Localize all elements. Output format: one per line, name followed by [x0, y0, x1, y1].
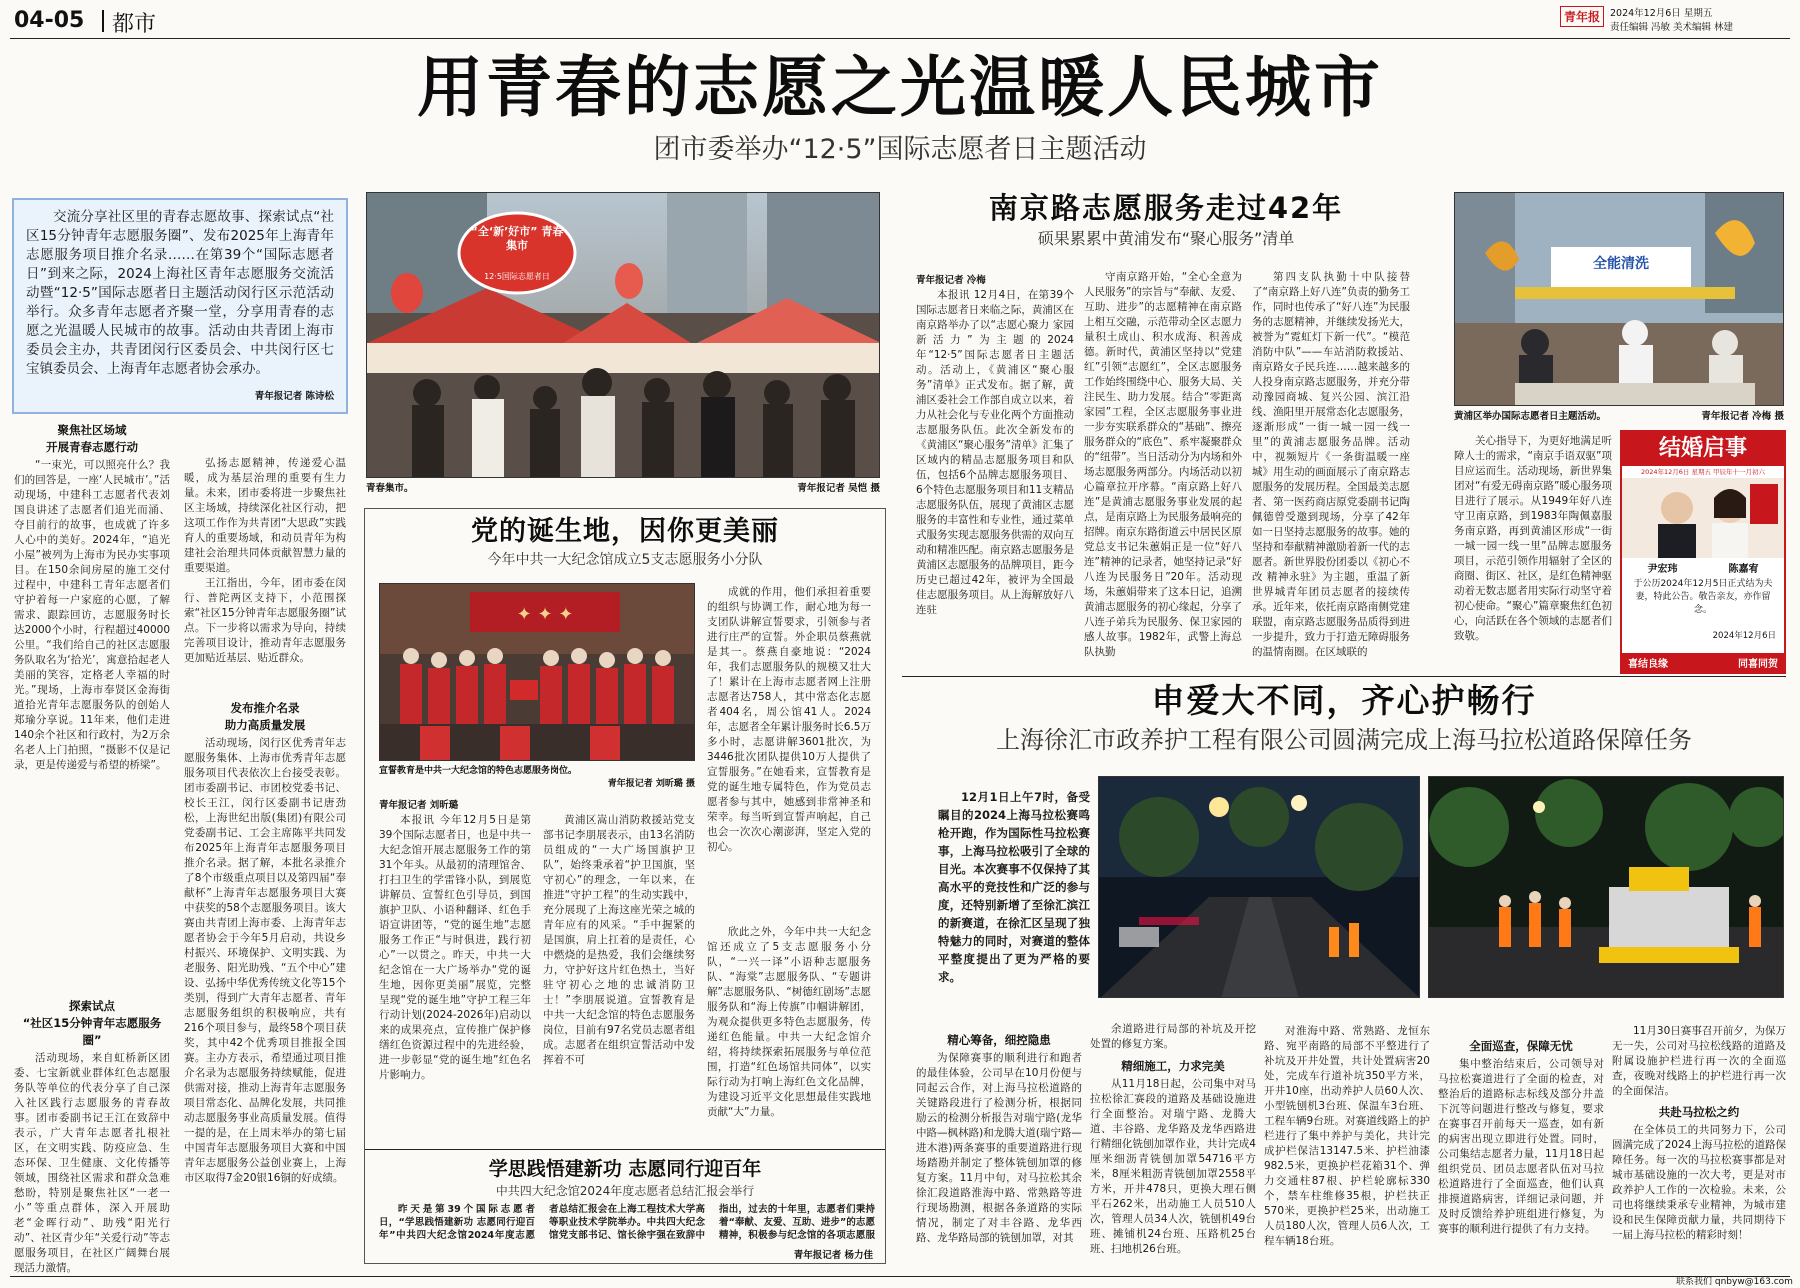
- nanjing-headline: 南京路志愿服务走过42年: [988, 191, 1344, 225]
- issue-editors: 责任编辑 冯敏 美术编辑 林建: [1610, 22, 1734, 33]
- study-text: 昨天是第39个国际志愿者日，“学思践悟建新功 志愿同行迎百年”中共四大纪念馆2024年度志愿者总结汇报会在上海工程技术大学高等职业技术学院举办。中共四大纪念馆党支部书记、馆长徐宇强在致辞中指出，过去的十年里，志愿者们秉持着“奉献、友爱、互助、进步”的志愿精神，积极参与纪念馆的各项志愿服: [379, 1204, 875, 1241]
- study-subheadline: 中共四大纪念馆2024年度志愿者总结汇报会举行: [495, 1184, 755, 1198]
- night-road-photo-art: [1099, 777, 1420, 998]
- newspaper-logo: 青年报: [1560, 6, 1604, 27]
- col2-paragraph-2: 王江指出，今年，团市委在闵行、普陀两区支持下，小范围探索“社区15分钟青年志愿服务圈”试点。下一步将以需求为导向，持续完善项目设计，推动青年志愿服务更加贴近基层、贴近群众。: [184, 577, 346, 664]
- footer-contact: 联系我们 qnbyw@163.com: [1676, 1277, 1793, 1287]
- paver-photo-art: [1429, 777, 1784, 998]
- wedding-footer-right: 同喜同贺: [1738, 659, 1778, 670]
- header-rule: [10, 38, 1790, 39]
- marathon-subhead-3: 全面巡查，保障无忧: [1469, 1039, 1573, 1053]
- market-sign-sub: 12·5国际志愿者日: [484, 272, 550, 281]
- photo-huangpu-volunteers: [1454, 192, 1784, 406]
- marathon-subhead-4: 共赴马拉松之约: [1658, 1105, 1740, 1119]
- nanjing-byline: 青年报记者 冷梅: [916, 275, 986, 286]
- wedding-footer-left: 喜结良缘: [1628, 659, 1668, 670]
- lead-box: [12, 198, 348, 414]
- col2-paragraph-3: 活动现场，闵行区优秀青年志愿服务集体、上海市优秀青年志愿服务项目代表依次上台接受表彰。团市委副书记、市团校党委书记、校长王江，闵行区委副书记唐劲松，上海世纪出版(集团)有限公司党委副书记、工会主席陈平共同发布2025年上海青年志愿服务项目推介名录。据了解，本批名录推介了8个市级重点项目以及第四届“奉献杯”上海青年志愿服务项目大赛中获奖的58个志愿服务项目。该大赛由共青团上海市委、上海青年志愿者协会于今年5月启动，共设乡村振兴、环境保护、文明实践、为老服务、阳光助残、“五个中心”建设、弘扬中华优秀传统文化等15个类别，得到广大青年志愿者、青年志愿服务组织的积极响应，共有216个项目参与，最终58个项目获奖，其中42个优秀项目推报全国赛。主办方表示，希望通过项目推介名录为志愿服务持续赋能，促进供需对接，推动上海青年志愿服务项目常态化、品牌化发展，共同推动志愿服务事业高质量发展。值得一提的是，在上周末举办的第七届中国青年志愿服务项目大赛和中国青年志愿服务公益创业赛上，上海市区取得7金20银16铜的好成绩。: [184, 737, 346, 1184]
- marathon-col-2: [1090, 1022, 1256, 1278]
- marathon-paragraph-6: 11月30日赛事召开前夕，为保万无一失，公司对马拉松线路的道路及附属设施护栏进行再一次的全面巡查，夜晚对线路上的护栏进行再一次的全面保洁。: [1612, 1025, 1786, 1097]
- market-sign: “全‘新’好市” 青春集市: [470, 225, 564, 252]
- marathon-col-5: [1612, 1024, 1786, 1274]
- party-article: [364, 508, 886, 1264]
- wedding-date-bar: 2024年12月6日 星期五 甲辰年十一月初六: [1640, 468, 1766, 476]
- party-paragraph-3: 黄浦区嵩山消防救援站党支部书记李朋展表示，由13名消防员组成的“一大广场国旗护卫队”，始终秉承着“护卫国旗，坚守初心”的理念，一年以来，在推进“守护工程”的生动实践中，充分展现了上海这座光荣之城的青年应有的风采。“手中握紧的是国旗，肩上扛着的是责任，心中燃烧的是热爱，我们会继续努力，守护好这片红色热土，当好驻守初心之地的忠诚消防卫士！”李朋展说道。宣誓教育是中共一大纪念馆的特色志愿服务岗位，目前有97名党员志愿者组成。志愿者在组织宣誓活动中发挥着不可: [543, 814, 695, 1066]
- party-paragraph-4: 欣此之外，今年中共一大纪念馆还成立了5支志愿服务小分队，“一兴一译”小语种志愿服务队、“海棠”志愿服务队、“专题讲解”志愿服务队、“树德红剧场”志愿服务队和“海上传旗”巾帼讲解团，为观众提供更多特色志愿服务，传递红色能量。中共一大纪念馆介绍，将持续探索拓展服务与单位范围，打造“红色场馆共同体”，以实际行动为打响上海红色文化品牌，为建设习近平文化思想最佳实践地贡献“大”力量。: [707, 926, 871, 1118]
- col1-subhead-1: 聚焦社区场域 开展青春志愿行动: [46, 423, 138, 454]
- photo-youth-market: [366, 192, 880, 478]
- page-number: 04-05: [14, 8, 85, 33]
- party-credit: 青年报记者 刘昕璐 摄: [607, 779, 695, 789]
- col1-paragraph-2: 活动现场，来自虹桥新区团委、七宝新就业群体红色志愿服务队等单位的代表分享了自己深入社区践行志愿服务的青春故事。团市委副书记王江在致辞中表示，广大青年志愿者扎根社区，在文明实践、防疫应急、生态环保、卫生健康、文化传播等领域，围绕社区需求和群众急难愁盼，特别是聚焦社区“一老一小”等重点群体，深入开展助老“金晖行动”、助残“阳光行动”、社区青少年“关爱行动”等志愿服务项目，在社区广阔舞台展现活力激情。: [14, 1052, 170, 1274]
- party-caption-row: [379, 765, 695, 791]
- photo3-caption-row: [1454, 410, 1784, 423]
- svg-text:✦ ✦ ✦: ✦ ✦ ✦: [516, 604, 574, 625]
- market-photo-art: [367, 193, 880, 478]
- marathon-subheadline: 上海徐汇市政养护工程有限公司圆满完成上海马拉松道路保障任务: [996, 726, 1692, 754]
- photo3-caption: 黄浦区举办国际志愿者日主题活动。: [1454, 411, 1607, 422]
- lead-text: 交流分享社区里的青春志愿故事、探索试点“社区15分钟青年志愿服务圈”、发布2025年上海青年志愿服务项目推介名录……在第39个“国际志愿者日”到来之际，2024上海社区青年志愿服务交流活动暨“12·5”国际志愿者日主题活动闵行区示范活动举行。众多青年志愿者齐聚一堂，分享用青春的志愿之光温暖人民城市的故事。活动由共青团上海市委员会主办，共青团闵行区委员会、中共闵行区七宝镇委员会、上海青年志愿者协会承办。: [26, 209, 334, 377]
- column-2: [184, 456, 346, 1274]
- marathon-top-rule: [902, 676, 1786, 677]
- col1-paragraph-1: “一束光，可以照亮什么？我们的回答是，一座‘人民城市’。”活动现场，中建科工志愿者代表刘国良讲述了志愿者们追光而涌、夺目前行的故事，也成就了许多人心中的美好。2024年，“追光小屋”被列为上海市为民办实事项目。在150余间房屋的施工交付过程中，中建科工青年志愿者们守护着每一户家庭的心愿，了解需求、跟踪回访，志愿服务时长达2000个小时，行程超过40000公里。“我们给自己的社区志愿服务队取名为‘拾光’，寓意拾起老人美丽的笑容，定格老人幸福的时光。”现场，上海市奉贤区金海街道拾光青年志愿服务队的创始人郑瑜分享说。11年来，他们走进140余个社区和行政村，为2万余名老人上门拍照，“摄影不仅是记录，更是传递爱与希望的桥梁”。: [14, 459, 170, 771]
- study-headline: 学思践悟建新功 志愿同行迎百年: [488, 1158, 762, 1180]
- nanjing-paragraph-1: 本报讯 12月4日，在第39个国际志愿者日来临之际，黄浦区在南京路举办了以“志愿心聚力 家园新活力”为主题的2024年“12·5”国际志愿者日主题活动。活动上，《黄浦区“聚心服务”清单》正式发布。据了解，黄浦区委社会工作部自成立以来，着力从社会化与专业化两个方面推动志愿服务队伍。此次全新发布的《黄浦区“聚心服务”清单》汇集了区域内的精品志愿服务项目和队伍，包括6个品牌志愿服务项目、6个特色志愿服务项目和11支精品志愿服务队伍，展现了黄浦区志愿服务的丰富性和专业性，通过菜单式服务实现志愿服务供需的双向互动和精准匹配。南京路志愿服务是黄浦区志愿服务的品牌项目，距今历史已超过42年，被评为全国最佳志愿服务项目。从上海解放好八连驻: [916, 289, 1074, 616]
- photo1-credit: 青年报记者 吴恺 摄: [797, 483, 880, 494]
- photo-night-road-work: [1098, 776, 1420, 998]
- page-header: [0, 0, 1800, 40]
- photo1-caption-row: [366, 482, 880, 495]
- party-headline: 党的诞生地，因你更美丽: [471, 516, 779, 547]
- section-name: 都市: [112, 12, 157, 37]
- marathon-headline: 申爱大不同，齐心护畅行: [1151, 681, 1537, 720]
- header-divider: [102, 10, 104, 32]
- party-inner-rule: [365, 1149, 885, 1150]
- nanjing-right-column: 关心指导下，为更好地满足听障人士的需求，“南京手语双驱”项目应运而生。活动现场，新世界集团对“有爱无碍南京路”暖心服务项目进行了展示。从1949年好八连守卫南京路，到1983年陶佩嘉服务南京路，再到黄浦区形成“一街一城一园一线一里”品牌志愿服务项目，示范引领作用辐射了全区的商圈、街区、社区，是红色精神驱动着无数志愿者用实际行动坚守着初心使命。“聚心”篇章聚焦红色初心，向活跃在各个领域的志愿者们致敬。: [1454, 435, 1612, 642]
- wedding-couple-photo: [1622, 478, 1784, 558]
- marathon-col-1: [916, 1028, 1082, 1278]
- nanjing-subheadline: 硕果累累中黄浦发布“聚心服务”清单: [1037, 229, 1295, 248]
- marathon-paragraph-1: 为保障赛事的顺利进行和跑者的最佳体验，公司早在10月份便与同起云合作，对上海马拉松道路的关键路段进行了检测分析，根据同励云的检测分析报告对瑞宁路(龙华中路—枫林路)和龙腾大道(瑞宁路—进木港)两条赛事的重要道路进行现场踏勘并制定了整体铣刨加罩的修复方案。11月中旬，对马拉松其余徐汇段道路淮海中路、常熟路等进行现场勘测，根据各条道路的实际情况，制定了对丰谷路、龙华西路、龙华路局部的铣刨加罩，对其: [916, 1052, 1082, 1244]
- party-paragraph-1: 本报讯 今年12月5日是第39个国际志愿者日，也是中共一大纪念馆开展志愿服务工作的第31个年头。从最初的清理馆舍、打扫卫生的学雷锋小队，到展览讲解员、宣誓红色引导员，到国旗护卫队、小语种翻译、红色手语宣讲团等，“党的诞生地”志愿服务工作正“与时俱进，践行初心”一以贯之。昨天，中共一大纪念馆在一大广场举办“党的诞生地，因你更美丽”展览，完整呈现“党的诞生地”守护工程三年行动计划(2024-2026年)启动以来的成果亮点，宣传推广保护修缮红色资源过程中的先进经验，进一步彰显“党的诞生地”红色名片影响力。: [379, 814, 531, 1081]
- col2-subhead: 发布推介名录 助力高质量发展: [224, 701, 306, 732]
- wedding-date: 2024年12月6日: [1712, 631, 1776, 641]
- marathon-lead: 12月1日上午7时，备受瞩目的2024上海马拉松赛鸣枪开跑，作为国际性马拉松赛事，上海马拉松吸引了全球的目光。本次赛事不仅保持了其高水平的竞技性和广泛的参与度，还特别新增了至徐汇滨江的新赛道，在徐汇区呈现了独特魅力的同时，对赛道的整体平整度提出了更为严格的要求。: [938, 790, 1090, 984]
- nanjing-paragraph-2: 守南京路开始，“全心全意为人民服务”的宗旨与“奉献、友爱、互助、进步”的志愿精神在南京路上相互交融，示范带动全区志愿力量积土成山、积水成海、积善成德。新时代，黄浦区坚持以“党建红”引领“志愿红”，全区志愿服务工作始终围绕中心、服务大局、关注民生、助力发展。结合“零距离家园”工程，全区志愿服务事业进一步夯实联系群众的“基础”、擦亮服务群众的“底色”、系牢凝聚群众的“纽带”。当日活动分为内场和外场志愿服务两部分。内场活动以初心篇章拉开序幕。“南京路上好八连”是黄浦志愿服务事业发展的起点，是南京路上为民服务最响亮的招牌。南京东路街道云中居民区原党总支书记朱蕙娟正是一位“好八连”精神的记录者，她坚持记录“好八连为民服务日”20年。活动现场，朱蕙娟带来了这本日记，追溯黄浦志愿服务的初心缘起，分享了八连子弟兵为民服务、保卫家园的感人故事。1982年，武警上海总队执勤: [1084, 271, 1242, 658]
- wedding-notice: [1620, 430, 1786, 674]
- lead-byline: 青年报记者 陈诗松: [254, 391, 334, 402]
- photo1-caption: 青春集市。: [366, 483, 414, 494]
- marathon-subhead-1: 精心筹备，细控隐患: [947, 1033, 1051, 1047]
- col1-subhead-2: 探索试点 “社区15分钟青年志愿服务圈”: [22, 999, 162, 1047]
- marathon-paragraph-2: 余道路进行局部的补坑及开挖处置的修复方案。: [1090, 1023, 1256, 1050]
- oath-photo-art: [380, 584, 695, 761]
- footer-rule: [10, 1276, 1790, 1277]
- marathon-paragraph-5: 集中整治结束后，公司领导对马拉松赛道进行了全面的检查，对整治后的道路标志标线及部分井盖下沉等问题进行整改与修复，要求在赛事召开前每天一巡查，如有新的病害出现立即进行处置。同时，公司集结志愿者力量，11月18日起组织党员、团员志愿者队伍对马拉松道路进行了全面巡查，他们认真排摸道路病害，详细记录问题，并及时反馈给养护班组进行修复，为赛事的顺利进行提供了有力支持。: [1438, 1058, 1604, 1235]
- marathon-col-4: [1438, 1034, 1604, 1278]
- huangpu-photo-art: [1455, 193, 1784, 406]
- main-subheadline: 团市委举办“12·5”国际志愿者日主题活动: [653, 134, 1147, 165]
- nanjing-paragraph-3: 第四支队执勤十中队接替了“南京路上好八连”负责的勤务工作，同时也传承了“好八连”为民服务的志愿精神，并继续发扬光大，被誉为“霓虹灯下新一代”。“模范消防中队”——车站消防救援站、南京路女子民兵连……越来越多的人投身南京路志愿服务，并充分带动豫园商城、复兴公园、滨江沿线、渔阳里开展常态化志愿服务，逐渐形成“一街一城一园一线一里”的黄浦志愿服务品牌。活动中，视频短片《一条街温暖一座城》用生动的画面展示了南京路志愿服务的发展历程。全国最美志愿者、第一医药商店原党委副书记陶佩德曾受邀到现场，分享了42年如一日坚持志愿服务的故事。她的坚持和奉献精神激励着新一代的志愿者。新世界股份团委以《初心不改 精神永驻》为主题，重温了新世界城青年团员志愿者的接续传承。近年来，依托南京路南侧党建联盟，南京路志愿服务品质得到进一步提升，致力于打造无障碍服务的温情南圈。在区域联的: [1252, 271, 1410, 658]
- main-headline: 用青春的志愿之光温暖人民城市: [417, 49, 1383, 126]
- photo-oath-group: [379, 583, 695, 761]
- photo-paver-at-night: [1428, 776, 1784, 998]
- wedding-note: 于公历2024年12月5日正式结为夫妻，特此公告。敬告亲友，亦作留念。: [1633, 579, 1773, 615]
- marathon-paragraph-3: 从11月18日起，公司集中对马拉松徐汇赛段的道路及基础设施进行全面整治。对瑞宁路、龙腾大道、丰谷路、龙华路及龙华西路进行精细化铣刨加罩作业，共计完成4厘米细沥青铣刨加罩54716平方米，8厘米粗沥青铣刨加罩2558平方米，开井478只，更换大理石侧平石262米，出动施工人员510人次，管理人员34人次，铣刨机49台班、摊铺机24台班、压路机25台班、扫地机26台班。: [1090, 1078, 1256, 1255]
- marathon-paragraph-4: 对淮海中路、常熟路、龙恒东路、宛平南路的局部不平整进行了补坑及开井处置，共计处置病害20处，完成车行道补坑350平方米，开井10座，出动养护人员60人次、小型铣刨机3台班、保温车3台班、工程车辆9台班。对赛道线路上的护栏进行了集中养护与美化，共计完成护栏保洁13147.5米、护栏油漆982.5米，更换护栏花箱31个、弹力交通柱87根、护栏轮廓标330个，禁车柱维修35根，护栏扶正570米，更换护栏25米，出动施工人员180人次，管理人员6人次，工程车辆18台班。: [1264, 1025, 1430, 1247]
- wedding-groom: 尹宏玮: [1647, 564, 1678, 575]
- party-subheadline: 今年中共一大纪念馆成立5支志愿服务小分队: [487, 552, 763, 568]
- huangpu-sign: 全能清洗: [1593, 256, 1649, 272]
- column-1: [14, 418, 170, 1274]
- study-byline: 青年报记者 杨力佳: [793, 1250, 873, 1261]
- party-caption: 宣誓教育是中共一大纪念馆的特色志愿服务岗位。: [379, 766, 578, 776]
- party-paragraph-2: 成就的作用，他们承担着重要的组织与协调工作，耐心地为每一支团队讲解宣誓要求，引领参与者进行庄严的宣誓。外企职员蔡燕就是其一。蔡燕自豪地说：“2024年，我们志愿服务队的规模又壮大了！累计在上海市志愿者网上注册志愿者达758人，其中常态化志愿者404名，周公馆41人。2024年，志愿者全年累计服务时长6.5万多小时，志愿讲解3601批次，为3446批次团队提供10万人提供了宣誓服务。”在她看来，宣誓教育是党的诞生地专属特色，作为党员志愿者参与其中，她感到非常神圣和荣幸。每当听到宣誓声响起，自己也会一次次心潮澎湃，坚定入党的初心。: [707, 586, 871, 853]
- party-byline: 青年报记者 刘昕璐: [379, 800, 459, 811]
- marathon-paragraph-7: 在全体员工的共同努力下，公司圆满完成了2024上海马拉松的道路保障任务。每一次的马拉松赛事都是对城市基础设施的一次大考，更是对市政养护人工作的一次检验。未来，公司也将继续秉承专业精神，为城市建设和民生保障贡献力量，共同期待下一届上海马拉松的精彩时刻！: [1612, 1124, 1786, 1241]
- wedding-title: 结婚启事: [1622, 432, 1784, 466]
- marathon-subhead-2: 精细施工，力求完美: [1121, 1059, 1225, 1073]
- wedding-bride: 陈嘉宥: [1728, 564, 1759, 575]
- col2-paragraph-1: 弘扬志愿精神，传递爱心温暖，成为基层治理的重要有生力量。未来，团市委将进一步聚焦社区主场域，持续深化社区行动，把这项工作作为共青团“大思政”实践育人的重要场域，和动员青年为构建社会治理共同体贡献智慧力量的重要渠道。: [184, 457, 346, 574]
- issue-date: 2024年12月6日 星期五: [1610, 8, 1713, 19]
- photo3-credit: 青年报记者 冷梅 摄: [1701, 411, 1784, 422]
